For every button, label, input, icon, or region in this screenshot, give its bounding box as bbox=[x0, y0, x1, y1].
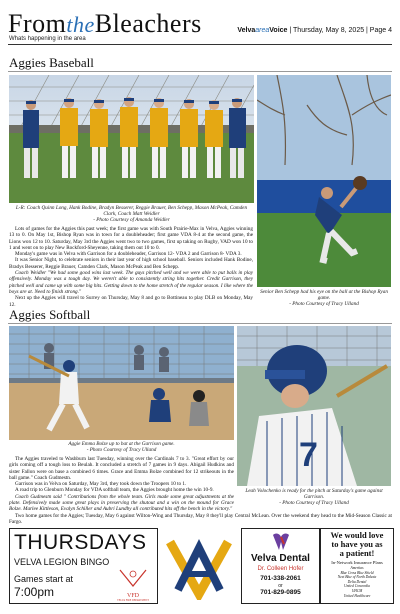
bingo-time-line1: Games start at bbox=[14, 574, 74, 584]
baseball-paragraph: Monday's game was in Velva with Garrison for a doubleheader, Garrison 12- VDA 2 and Garrison 8- VDA 3. bbox=[15, 251, 242, 258]
plan-item: Next Blue of North Dakota bbox=[337, 575, 377, 580]
plan-item: United Concordia bbox=[344, 584, 370, 589]
title-part-bleachers: Bleachers bbox=[94, 9, 202, 38]
new-patients-ad bbox=[320, 528, 394, 604]
paper-name-area: area bbox=[255, 27, 270, 34]
bingo-event: VELVA LEGION BINGO bbox=[14, 557, 110, 567]
team-photo-caption bbox=[9, 205, 254, 224]
vfd-logo-sub: VELVA FIRE DEPARTMENT bbox=[116, 599, 150, 602]
vfd-logo-text: VFD bbox=[126, 593, 139, 599]
dental-doctor: Dr. Colleen Hofer bbox=[257, 566, 304, 572]
baseball-catch-photo bbox=[257, 75, 391, 287]
helmet-caption-text: Leah Volochenko is ready for the pitch at Saturday's game against Garrison. bbox=[245, 488, 383, 501]
legion-bingo-ad bbox=[9, 528, 158, 604]
issue-line bbox=[237, 27, 392, 34]
paper-name bbox=[237, 27, 287, 34]
softball-rule bbox=[8, 323, 392, 324]
batter-caption-text: Aggie Emma Bolze up to bat at the Garrison game. bbox=[68, 441, 175, 447]
batter-photo-caption bbox=[9, 441, 234, 453]
dental-name: Velva Dental bbox=[251, 553, 310, 564]
masthead-rule bbox=[8, 44, 392, 45]
patients-headline-3: a patient! bbox=[339, 548, 375, 558]
patients-headline-1: We would love bbox=[330, 530, 384, 540]
paper-name-velva: Velva bbox=[237, 27, 256, 34]
dental-phone-1: 701-338-2061 bbox=[260, 575, 301, 582]
baseball-rule bbox=[8, 71, 392, 72]
helmet-caption-credit: - Photo Courtesy of Tracy Ulland bbox=[279, 500, 349, 507]
baseball-article bbox=[9, 226, 253, 308]
batter-caption-credit: - Photo Courtesy of Tracy Ulland bbox=[86, 447, 157, 454]
catch-photo-caption bbox=[257, 289, 391, 308]
baseball-team-photo bbox=[9, 75, 254, 203]
jersey-number: 7 bbox=[299, 436, 318, 474]
title-part-from: From bbox=[8, 9, 67, 38]
bingo-day: THURSDAYS bbox=[14, 531, 147, 554]
patients-headline-2: to have you as bbox=[331, 539, 383, 549]
dental-or: or bbox=[278, 583, 283, 589]
baseball-paragraph: Next up the Aggies will travel to Surrey on Thursday, May 8 and go to Bottineau to play DLB on Monday, May 12. bbox=[9, 295, 253, 308]
bingo-time-line2: 7:00pm bbox=[14, 585, 55, 599]
catch-caption-credit: - Photo Courtesy of Tracy Ulland bbox=[289, 301, 359, 308]
plan-item: Blue Cross Blue Shield bbox=[340, 570, 374, 575]
softball-heading: Aggies Softball bbox=[9, 307, 91, 322]
patients-headline bbox=[321, 531, 393, 558]
softball-helmet-photo bbox=[237, 326, 391, 486]
softball-batter-photo bbox=[9, 326, 234, 440]
softball-paragraph: The Aggies traveled to Washburn last Tuesday, winning over the Cardinals 7 to 3. "Great effort by our girls coming off a tough loss to Beulah. It concluded a stretch of 7 games in 9 days. Abigail Hudkins and sister Fallon were on base a combined 6 times. Grace and Emma Bolze combined for 12 strikeouts in the ball game." Coach Gudmestn. bbox=[9, 456, 234, 481]
section-subtitle: Whats happening in the area bbox=[9, 36, 86, 42]
baseball-paragraph: Lots of games for the Aggies this past week; the first game was with South Prairie-Max in Velva, Aggies winning 13 to 0. On May 1st, Bishop Ryan was in town for a doubleheader; first game VDA 8-4 at the second game, the Lions won 12 to 10. Saturday, May 3rd the Aggies went two to two games, first up taking on Rugby, VAD won 10 to 1 and went on to play New Rockford-Sheyenne, taking them out 10 to 0. bbox=[9, 226, 253, 251]
helmet-photo-caption bbox=[237, 488, 391, 507]
title-part-the: the bbox=[66, 12, 95, 37]
patients-network: In-Network Insurance Plans bbox=[331, 560, 383, 565]
softball-paragraph: A road trip to Glenburn Monday for VDA softball team, the Aggies brought home the win 10-9. bbox=[15, 487, 214, 494]
softball-article bbox=[9, 456, 234, 513]
softball-quote: Coach Gudmestn said " Contributions from the whole team. Girls made some great adjustments at the plate. Defensively made some great plays in preserving the shutout and a win on the mound for Grace Bolze. Marlee Kittleson, Evalyn Schiller and Aubri Lundby all contributed hits off the bench in the victory." bbox=[9, 493, 234, 513]
catch-caption-text: Senior Ben Schepp had his eye on the ball at the Bishop Ryan game. bbox=[260, 289, 388, 302]
plan-item: Ameritas bbox=[350, 566, 364, 570]
velva-dental-ad bbox=[241, 528, 320, 604]
tooth-icon bbox=[270, 532, 292, 552]
issue-date: | Thursday, May 8, 2025 | Page 4 bbox=[289, 27, 392, 34]
softball-paragraph: Garrison was in Velva on Saturday, May 3rd, they took down the Troopers 10 to 1. bbox=[15, 481, 187, 488]
team-caption-credit: - Photo Courtesy of Amanda Weidler bbox=[93, 217, 170, 224]
section-title bbox=[8, 9, 202, 39]
plan-item: UHCM bbox=[351, 588, 363, 593]
team-caption-text: L-R: Coach Quinn Long, Hank Bodine, Bradyn Besserer, Reggie Brauer, Ben Schepp, Mason McPeak, Camden Clark, Coach Matt Weidler bbox=[15, 205, 248, 218]
softball-paragraph: Two home games for the Aggies; Tuesday, May 6 against Wilton-Wing and Thursday, May 8 they'll play Central McLean. Over the weekend they head to the Mid-Season Classic at Fargo. bbox=[9, 513, 392, 526]
dental-phone-2: 701-829-0895 bbox=[260, 589, 301, 596]
vfd-logo bbox=[114, 568, 152, 602]
baseball-paragraph: It was Senior Night, to celebrate seniors in their last year of high school baseball. Seniors included Hank Bodine, Bradys Besserer, Reggie Brauer, Camden Clark, Mason McPeak and Ben Schepp. bbox=[9, 257, 253, 270]
masthead bbox=[8, 6, 392, 44]
plan-item: Delta Dental bbox=[347, 579, 367, 584]
softball-article-tail bbox=[9, 513, 392, 526]
patients-plans-list bbox=[321, 566, 393, 598]
baseball-quote: Coach Weidler "We had some good wins last week. The guys pitched well and we were able to put balls in play offensively. Monday was a tough day. We weren't able to consistently string hits together. Credit Garrison, they pitched well and came up with some big hits. Getting down to the home stretch of the regular season. I like where the boys are at. Need to finish strong." bbox=[9, 270, 253, 295]
school-logo bbox=[164, 534, 234, 600]
baseball-heading: Aggies Baseball bbox=[9, 55, 94, 70]
plan-item: United Healthcare bbox=[343, 593, 371, 598]
paper-name-voice: Voice bbox=[269, 27, 288, 34]
